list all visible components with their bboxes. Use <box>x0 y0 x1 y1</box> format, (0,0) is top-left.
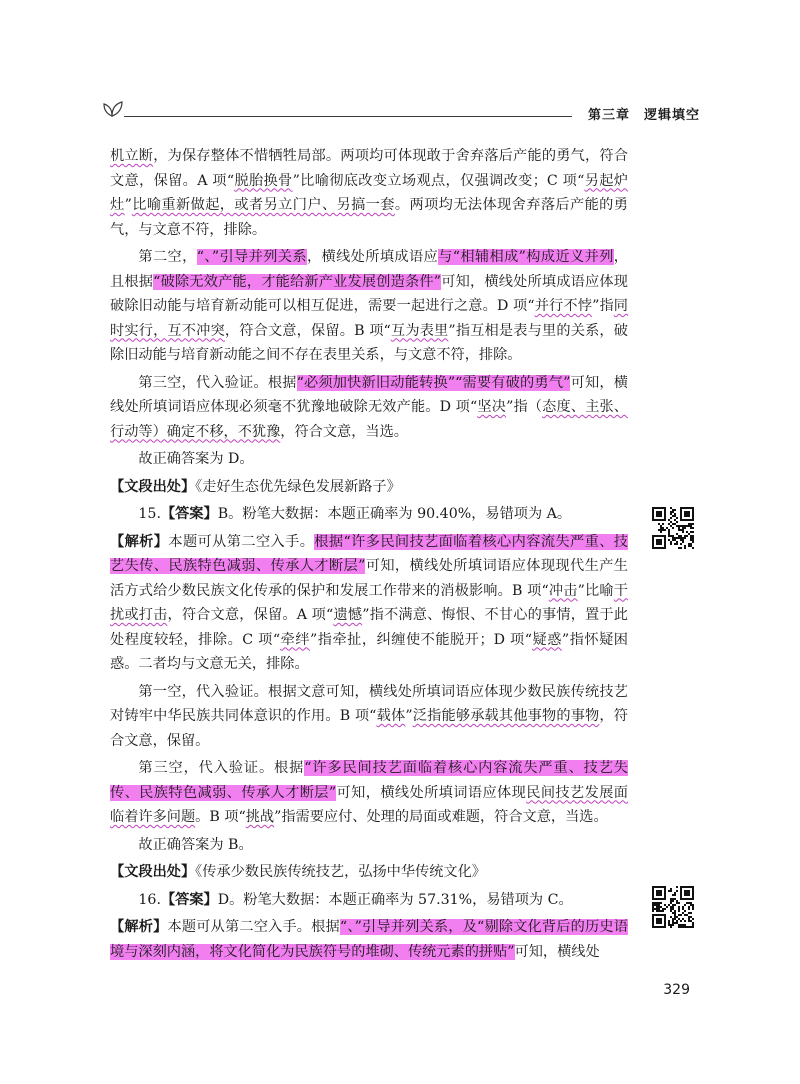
text-run: 可知，横线处所填词语应体现 <box>336 784 527 801</box>
highlighted-evidence: 与“相辅相成”构成近义并列 <box>438 249 614 265</box>
explanation-paragraph <box>110 915 628 964</box>
text-run: ”指互相是表与里的关系，破除旧动能与培育新动能之间不存在表里关系，与文意不符，排除。 <box>110 322 628 363</box>
wavy-underlined-text: 遗憾 <box>333 607 363 623</box>
wavy-underlined-text: 并行不悖 <box>534 298 593 314</box>
text-run: 本题可从第二空入手。 <box>168 533 315 550</box>
explanation-paragraph <box>110 530 628 677</box>
text-run: 故正确答案为 B。 <box>138 836 253 853</box>
leaf-sprout-icon <box>100 96 126 120</box>
text-run: ，为保存整体不惜牺牲局部。两项均可体现敢于舍弃落后产能的勇气，符合文意，保留。A 项“ <box>110 148 628 189</box>
explanation-paragraph <box>110 756 628 830</box>
wavy-underlined-text: 载体 <box>376 708 406 724</box>
wavy-underlined-text: 民间技艺发展面临着许多问题 <box>110 784 628 825</box>
text-run: 15. <box>138 506 161 522</box>
section-tag: 【解析】 <box>110 533 169 550</box>
wavy-underlined-text: 机立断 <box>110 148 154 164</box>
text-run: D。粉笔大数据：本题正确率为 57.31%，易错项为 C。 <box>217 891 573 908</box>
section-tag: 【答案】 <box>160 891 218 908</box>
wavy-underlined-text: 坚决 <box>477 399 507 415</box>
explanation-paragraph <box>110 371 628 445</box>
wavy-underlined-text: 冲击 <box>548 582 578 599</box>
explanation-paragraph <box>110 833 628 858</box>
highlighted-evidence: “、”引导并列关系，及“剔除文化背后的历史语境与深刻内涵，将文化简化为民族符号的堆砌、传统元素的拼贴” <box>110 919 628 960</box>
text-run: ”指不满意、悔恨、不甘心的事情，置于此处程度较轻，排除。C 项“ <box>110 607 628 648</box>
wavy-underlined-text: 牵绊 <box>280 631 311 648</box>
text-run: 本题可从第二空入手。根据 <box>167 919 340 935</box>
wavy-underlined-text: 互为表里 <box>390 322 449 339</box>
highlighted-evidence: “许多民间技艺面临着核心内容流失严重、技艺失传、民族特色减弱、传承人才断层” <box>110 760 628 801</box>
explanation-paragraph <box>110 680 628 754</box>
text-run: 《传承少数民族传统技艺，弘扬中华传统文化》 <box>195 864 486 880</box>
chapter-title <box>588 104 700 123</box>
highlighted-evidence: “破除无效产能，才能给新产业发展创造条件” <box>153 273 442 290</box>
text-run: ，横线处所填成语应 <box>306 249 439 265</box>
section-tag: 【解析】 <box>110 919 168 935</box>
wavy-underlined-text: 挑战 <box>245 809 275 825</box>
text-run: ”指（ <box>506 399 543 415</box>
explanation-paragraph <box>110 888 628 913</box>
wavy-underlined-text: 泛指能够承载其他事物的事物 <box>412 708 600 724</box>
chapter-number: 第三章 <box>587 108 630 123</box>
text-run: ” <box>405 708 413 724</box>
text-run: ”指牵扯，纠缠使不能脱开；D 项“ <box>310 631 532 648</box>
qr-code-icon[interactable] <box>652 886 694 928</box>
text-run: 。B 项“ <box>195 809 246 825</box>
highlighted-evidence: 根据“许多民间技艺面临着核心内容流失严重、技艺失传、民族特色减弱、传承人才断层” <box>110 533 628 574</box>
explanation-paragraph <box>110 502 628 527</box>
section-tag: 【文段出处】 <box>110 478 196 495</box>
text-run: 可知，横线处所填词语应体现必须毫不犹豫地破除无效产能。D 项“ <box>110 374 628 415</box>
text-run: ，且根据 <box>110 249 628 290</box>
text-run: ” <box>124 197 132 213</box>
text-run: ”比喻 <box>577 582 614 599</box>
text-run: ，符合文意，保留。B 项“ <box>224 322 391 339</box>
text-run: 第三空，代入验证。根据 <box>138 760 305 776</box>
text-run: ，符合文意，保留。 <box>110 708 628 749</box>
wavy-underlined-text: 比喻重新做起，或者另立门户、另搞一套 <box>131 197 395 213</box>
text-run: ”指 <box>592 298 614 314</box>
qr-code-icon[interactable] <box>652 507 694 549</box>
explanation-paragraph <box>110 245 628 368</box>
text-run: ”指需要应付、处理的局面或难题，符合文意，当选。 <box>274 809 608 825</box>
section-tag: 【答案】 <box>160 506 218 522</box>
text-run: 第三空，代入验证。根据 <box>138 374 297 391</box>
text-run: 第二空， <box>138 249 197 265</box>
text-run: B。粉笔大数据：本题正确率为 90.40%，易错项为 A。 <box>217 506 572 522</box>
text-run: 16. <box>138 891 161 908</box>
text-run: ，符合文意，当选。 <box>280 423 408 440</box>
text-run: 可知，横线处所填词语应体现现代生产生活方式给少数民族文化传承的保护和发展工作带来的消极影响。B 项“ <box>110 558 628 599</box>
wavy-underlined-text: 疑惑 <box>532 631 562 648</box>
explanation-paragraph <box>110 144 628 242</box>
text-run: ，符合文意，保留。A 项“ <box>167 607 334 623</box>
section-title: 逻辑填空 <box>643 108 700 123</box>
explanation-paragraph <box>110 475 628 500</box>
explanation-paragraph <box>110 447 628 472</box>
wavy-underlined-text: 同时实行，互不冲突 <box>110 298 628 339</box>
chapter-header <box>100 96 700 123</box>
page-number: 329 <box>663 982 690 998</box>
wavy-underlined-text: 干扰或打击 <box>110 582 628 623</box>
text-run: ”比喻彻底改变立场观点，仅强调改变；C 项“ <box>292 172 585 189</box>
text-run: ”指怀疑困惑。二者均与文意无关，排除。 <box>110 631 628 672</box>
section-tag: 【文段出处】 <box>110 864 196 880</box>
text-run: 《走好生态优先绿色发展新路子》 <box>195 478 401 495</box>
wavy-underlined-text: 态度、主张、行动等）确定不移，不犹豫 <box>110 399 628 440</box>
wavy-underlined-text: 另起炉灶 <box>110 172 628 213</box>
wavy-underlined-text: 脱胎换骨 <box>234 172 293 189</box>
text-run: 。两项均无法体现舍弃落后产能的勇气，与文意不符，排除。 <box>110 197 628 238</box>
text-run: 故正确答案为 D。 <box>138 451 254 467</box>
text-run: 可知，横线处 <box>514 943 600 960</box>
text-run: 可知，横线处所填成语应体现破除旧动能与培育新动能可以相互促进，需要一起进行之意。D 项“ <box>110 273 628 314</box>
explanation-paragraph <box>110 860 628 885</box>
highlighted-evidence: “、”引导并列关系 <box>196 249 307 265</box>
text-run: 第一空，代入验证。根据文意可知，横线处所填词语应体现少数民族传统技艺对铸牢中华民族共同体意识的作用。B 项“ <box>110 683 628 724</box>
header-rule <box>124 116 572 117</box>
answer-explanation-body <box>110 144 628 967</box>
highlighted-evidence: “必须加快新旧动能转换”“需要有破的勇气” <box>296 374 571 391</box>
